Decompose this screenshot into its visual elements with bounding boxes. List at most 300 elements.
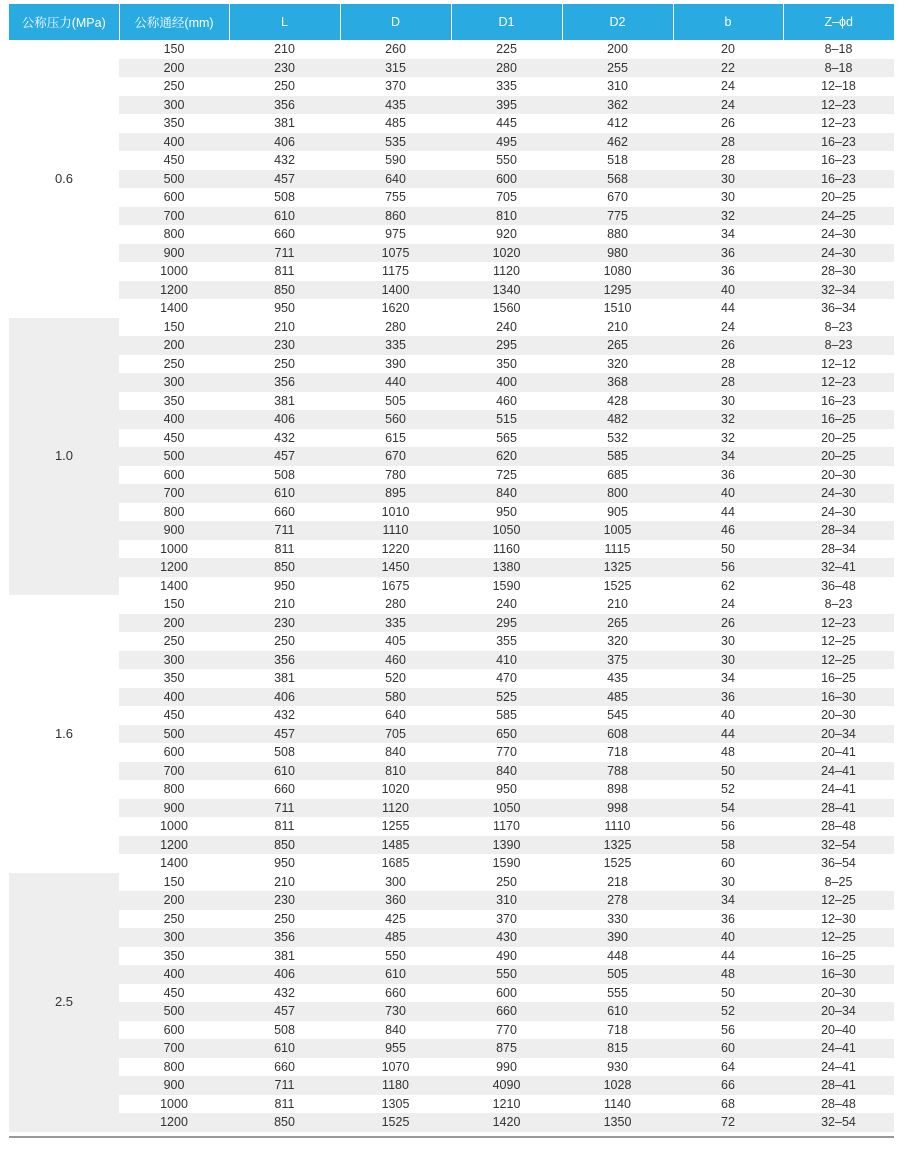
cell-D2: 265 bbox=[562, 336, 673, 355]
cell-D2: 375 bbox=[562, 651, 673, 670]
cell-D2: 880 bbox=[562, 225, 673, 244]
cell-z-phi-d: 20–25 bbox=[783, 429, 894, 448]
cell-dn: 900 bbox=[119, 521, 229, 540]
cell-L: 210 bbox=[229, 873, 340, 892]
cell-D: 1685 bbox=[340, 854, 451, 873]
table-row bbox=[9, 799, 894, 818]
table-row bbox=[9, 281, 894, 300]
cell-b: 64 bbox=[673, 1058, 783, 1077]
cell-D: 1075 bbox=[340, 244, 451, 263]
cell-D: 560 bbox=[340, 410, 451, 429]
cell-D1: 295 bbox=[451, 614, 562, 633]
cell-D2: 788 bbox=[562, 762, 673, 781]
cell-dn: 900 bbox=[119, 799, 229, 818]
cell-dn: 1200 bbox=[119, 836, 229, 855]
cell-b: 52 bbox=[673, 1002, 783, 1021]
cell-b: 72 bbox=[673, 1113, 783, 1132]
table-row bbox=[9, 965, 894, 984]
table-row bbox=[9, 577, 894, 596]
cell-z-phi-d: 16–25 bbox=[783, 669, 894, 688]
cell-dn: 200 bbox=[119, 59, 229, 78]
cell-b: 44 bbox=[673, 299, 783, 318]
cell-z-phi-d: 8–23 bbox=[783, 336, 894, 355]
table-row bbox=[9, 706, 894, 725]
header-pressure: 公称压力(MPa) bbox=[9, 4, 119, 40]
cell-L: 250 bbox=[229, 355, 340, 374]
cell-dn: 250 bbox=[119, 77, 229, 96]
pressure-cell: 2.5 bbox=[9, 873, 119, 1132]
cell-dn: 500 bbox=[119, 1002, 229, 1021]
cell-dn: 500 bbox=[119, 170, 229, 189]
cell-dn: 900 bbox=[119, 1076, 229, 1095]
cell-L: 508 bbox=[229, 743, 340, 762]
cell-D: 440 bbox=[340, 373, 451, 392]
cell-D2: 1110 bbox=[562, 817, 673, 836]
table-header bbox=[9, 4, 894, 40]
cell-dn: 400 bbox=[119, 133, 229, 152]
header-b: b bbox=[673, 4, 783, 40]
cell-L: 356 bbox=[229, 928, 340, 947]
cell-D1: 920 bbox=[451, 225, 562, 244]
table-row bbox=[9, 725, 894, 744]
cell-D2: 1295 bbox=[562, 281, 673, 300]
cell-D1: 1020 bbox=[451, 244, 562, 263]
cell-D: 640 bbox=[340, 706, 451, 725]
cell-z-phi-d: 12–23 bbox=[783, 373, 894, 392]
pressure-cell: 1.0 bbox=[9, 318, 119, 596]
cell-D: 260 bbox=[340, 40, 451, 59]
cell-b: 30 bbox=[673, 651, 783, 670]
table-row bbox=[9, 114, 894, 133]
cell-D: 810 bbox=[340, 762, 451, 781]
cell-z-phi-d: 16–30 bbox=[783, 965, 894, 984]
cell-D1: 470 bbox=[451, 669, 562, 688]
cell-b: 24 bbox=[673, 595, 783, 614]
cell-b: 36 bbox=[673, 244, 783, 263]
cell-dn: 600 bbox=[119, 466, 229, 485]
cell-D2: 905 bbox=[562, 503, 673, 522]
cell-D1: 550 bbox=[451, 965, 562, 984]
cell-L: 660 bbox=[229, 503, 340, 522]
cell-D1: 660 bbox=[451, 1002, 562, 1021]
table-row bbox=[9, 1002, 894, 1021]
cell-D: 425 bbox=[340, 910, 451, 929]
cell-b: 36 bbox=[673, 910, 783, 929]
cell-z-phi-d: 12–12 bbox=[783, 355, 894, 374]
table-row bbox=[9, 780, 894, 799]
cell-D: 315 bbox=[340, 59, 451, 78]
cell-D1: 280 bbox=[451, 59, 562, 78]
cell-L: 457 bbox=[229, 170, 340, 189]
cell-D2: 518 bbox=[562, 151, 673, 170]
cell-L: 811 bbox=[229, 817, 340, 836]
cell-dn: 800 bbox=[119, 1058, 229, 1077]
cell-z-phi-d: 24–41 bbox=[783, 1058, 894, 1077]
cell-L: 811 bbox=[229, 262, 340, 281]
cell-z-phi-d: 20–25 bbox=[783, 447, 894, 466]
cell-D1: 585 bbox=[451, 706, 562, 725]
cell-b: 34 bbox=[673, 891, 783, 910]
cell-dn: 150 bbox=[119, 595, 229, 614]
cell-dn: 700 bbox=[119, 762, 229, 781]
cell-dn: 300 bbox=[119, 928, 229, 947]
cell-D: 860 bbox=[340, 207, 451, 226]
cell-dn: 200 bbox=[119, 891, 229, 910]
cell-D1: 1590 bbox=[451, 577, 562, 596]
cell-b: 56 bbox=[673, 1021, 783, 1040]
cell-dn: 400 bbox=[119, 410, 229, 429]
cell-L: 950 bbox=[229, 577, 340, 596]
cell-dn: 450 bbox=[119, 429, 229, 448]
table-row bbox=[9, 651, 894, 670]
cell-D: 1675 bbox=[340, 577, 451, 596]
cell-D2: 310 bbox=[562, 77, 673, 96]
cell-L: 406 bbox=[229, 965, 340, 984]
cell-D1: 310 bbox=[451, 891, 562, 910]
cell-D2: 1080 bbox=[562, 262, 673, 281]
cell-D2: 1525 bbox=[562, 577, 673, 596]
cell-dn: 700 bbox=[119, 484, 229, 503]
table-row bbox=[9, 262, 894, 281]
cell-D2: 255 bbox=[562, 59, 673, 78]
cell-D: 390 bbox=[340, 355, 451, 374]
cell-D: 300 bbox=[340, 873, 451, 892]
cell-D: 370 bbox=[340, 77, 451, 96]
cell-b: 44 bbox=[673, 725, 783, 744]
cell-D2: 482 bbox=[562, 410, 673, 429]
cell-D2: 670 bbox=[562, 188, 673, 207]
cell-L: 356 bbox=[229, 96, 340, 115]
table-row bbox=[9, 299, 894, 318]
cell-dn: 1200 bbox=[119, 558, 229, 577]
cell-D1: 770 bbox=[451, 1021, 562, 1040]
cell-D2: 608 bbox=[562, 725, 673, 744]
cell-dn: 150 bbox=[119, 873, 229, 892]
cell-b: 36 bbox=[673, 466, 783, 485]
table-body bbox=[9, 40, 894, 1132]
cell-dn: 350 bbox=[119, 669, 229, 688]
cell-D2: 200 bbox=[562, 40, 673, 59]
cell-D: 405 bbox=[340, 632, 451, 651]
cell-D1: 620 bbox=[451, 447, 562, 466]
cell-L: 457 bbox=[229, 725, 340, 744]
cell-b: 44 bbox=[673, 947, 783, 966]
cell-b: 46 bbox=[673, 521, 783, 540]
cell-L: 950 bbox=[229, 299, 340, 318]
cell-z-phi-d: 12–25 bbox=[783, 632, 894, 651]
cell-b: 28 bbox=[673, 373, 783, 392]
cell-b: 48 bbox=[673, 965, 783, 984]
cell-D: 1070 bbox=[340, 1058, 451, 1077]
cell-dn: 350 bbox=[119, 392, 229, 411]
cell-z-phi-d: 32–34 bbox=[783, 281, 894, 300]
cell-b: 68 bbox=[673, 1095, 783, 1114]
header-D2: D2 bbox=[562, 4, 673, 40]
cell-D2: 412 bbox=[562, 114, 673, 133]
cell-z-phi-d: 12–23 bbox=[783, 96, 894, 115]
cell-D1: 1590 bbox=[451, 854, 562, 873]
cell-z-phi-d: 16–25 bbox=[783, 947, 894, 966]
cell-D1: 950 bbox=[451, 780, 562, 799]
table-row bbox=[9, 1039, 894, 1058]
table-row bbox=[9, 891, 894, 910]
cell-D: 975 bbox=[340, 225, 451, 244]
cell-D: 520 bbox=[340, 669, 451, 688]
cell-z-phi-d: 36–34 bbox=[783, 299, 894, 318]
cell-D2: 1028 bbox=[562, 1076, 673, 1095]
cell-b: 30 bbox=[673, 188, 783, 207]
cell-D2: 980 bbox=[562, 244, 673, 263]
cell-D2: 1525 bbox=[562, 854, 673, 873]
cell-z-phi-d: 24–41 bbox=[783, 780, 894, 799]
cell-b: 52 bbox=[673, 780, 783, 799]
cell-b: 66 bbox=[673, 1076, 783, 1095]
cell-z-phi-d: 28–48 bbox=[783, 1095, 894, 1114]
cell-D1: 810 bbox=[451, 207, 562, 226]
table-row bbox=[9, 817, 894, 836]
cell-D1: 840 bbox=[451, 484, 562, 503]
cell-D: 280 bbox=[340, 318, 451, 337]
cell-D1: 1160 bbox=[451, 540, 562, 559]
cell-z-phi-d: 12–25 bbox=[783, 928, 894, 947]
cell-D2: 330 bbox=[562, 910, 673, 929]
table-row bbox=[9, 540, 894, 559]
cell-D1: 240 bbox=[451, 595, 562, 614]
cell-D1: 240 bbox=[451, 318, 562, 337]
table-row bbox=[9, 151, 894, 170]
cell-D: 1620 bbox=[340, 299, 451, 318]
cell-z-phi-d: 8–18 bbox=[783, 40, 894, 59]
table-row bbox=[9, 910, 894, 929]
cell-b: 30 bbox=[673, 873, 783, 892]
cell-L: 230 bbox=[229, 891, 340, 910]
cell-dn: 150 bbox=[119, 40, 229, 59]
cell-D1: 650 bbox=[451, 725, 562, 744]
table-row bbox=[9, 429, 894, 448]
cell-b: 30 bbox=[673, 392, 783, 411]
table-row bbox=[9, 873, 894, 892]
cell-D1: 875 bbox=[451, 1039, 562, 1058]
table-row bbox=[9, 207, 894, 226]
cell-L: 230 bbox=[229, 336, 340, 355]
table-row bbox=[9, 595, 894, 614]
cell-D: 705 bbox=[340, 725, 451, 744]
cell-D2: 610 bbox=[562, 1002, 673, 1021]
cell-b: 20 bbox=[673, 40, 783, 59]
table-row bbox=[9, 170, 894, 189]
cell-b: 40 bbox=[673, 281, 783, 300]
cell-L: 210 bbox=[229, 595, 340, 614]
cell-D2: 368 bbox=[562, 373, 673, 392]
cell-L: 610 bbox=[229, 207, 340, 226]
cell-D2: 898 bbox=[562, 780, 673, 799]
table-row bbox=[9, 743, 894, 762]
cell-dn: 350 bbox=[119, 114, 229, 133]
cell-z-phi-d: 12–25 bbox=[783, 651, 894, 670]
cell-D1: 600 bbox=[451, 170, 562, 189]
cell-D: 660 bbox=[340, 984, 451, 1003]
cell-L: 610 bbox=[229, 484, 340, 503]
cell-D1: 350 bbox=[451, 355, 562, 374]
cell-b: 56 bbox=[673, 817, 783, 836]
cell-L: 811 bbox=[229, 540, 340, 559]
table-row bbox=[9, 336, 894, 355]
cell-D1: 1120 bbox=[451, 262, 562, 281]
cell-z-phi-d: 36–54 bbox=[783, 854, 894, 873]
cell-dn: 250 bbox=[119, 910, 229, 929]
cell-D2: 555 bbox=[562, 984, 673, 1003]
cell-D1: 490 bbox=[451, 947, 562, 966]
cell-D2: 448 bbox=[562, 947, 673, 966]
table-row bbox=[9, 1113, 894, 1132]
table-row bbox=[9, 854, 894, 873]
cell-L: 406 bbox=[229, 688, 340, 707]
cell-D1: 250 bbox=[451, 873, 562, 892]
cell-dn: 400 bbox=[119, 688, 229, 707]
cell-dn: 1400 bbox=[119, 854, 229, 873]
cell-D: 485 bbox=[340, 928, 451, 947]
table-row bbox=[9, 373, 894, 392]
cell-L: 660 bbox=[229, 780, 340, 799]
cell-D2: 265 bbox=[562, 614, 673, 633]
cell-dn: 800 bbox=[119, 503, 229, 522]
cell-z-phi-d: 36–48 bbox=[783, 577, 894, 596]
cell-D2: 1325 bbox=[562, 836, 673, 855]
cell-D1: 840 bbox=[451, 762, 562, 781]
cell-b: 30 bbox=[673, 170, 783, 189]
table-row bbox=[9, 59, 894, 78]
cell-D1: 1420 bbox=[451, 1113, 562, 1132]
table-row bbox=[9, 1021, 894, 1040]
cell-D2: 485 bbox=[562, 688, 673, 707]
cell-D1: 395 bbox=[451, 96, 562, 115]
cell-b: 24 bbox=[673, 318, 783, 337]
cell-b: 26 bbox=[673, 114, 783, 133]
cell-D2: 278 bbox=[562, 891, 673, 910]
table-row bbox=[9, 1076, 894, 1095]
cell-z-phi-d: 12–18 bbox=[783, 77, 894, 96]
cell-dn: 450 bbox=[119, 151, 229, 170]
cell-D2: 1325 bbox=[562, 558, 673, 577]
cell-D2: 362 bbox=[562, 96, 673, 115]
cell-b: 54 bbox=[673, 799, 783, 818]
cell-b: 60 bbox=[673, 1039, 783, 1058]
table-row bbox=[9, 1095, 894, 1114]
cell-z-phi-d: 24–41 bbox=[783, 1039, 894, 1058]
cell-b: 58 bbox=[673, 836, 783, 855]
table-row bbox=[9, 836, 894, 855]
cell-z-phi-d: 20–34 bbox=[783, 725, 894, 744]
cell-L: 432 bbox=[229, 429, 340, 448]
header-L: L bbox=[229, 4, 340, 40]
cell-dn: 300 bbox=[119, 651, 229, 670]
cell-D: 335 bbox=[340, 614, 451, 633]
cell-D1: 1390 bbox=[451, 836, 562, 855]
cell-D2: 532 bbox=[562, 429, 673, 448]
cell-L: 811 bbox=[229, 1095, 340, 1114]
cell-b: 36 bbox=[673, 688, 783, 707]
cell-b: 36 bbox=[673, 262, 783, 281]
cell-dn: 900 bbox=[119, 244, 229, 263]
cell-b: 28 bbox=[673, 355, 783, 374]
table-row bbox=[9, 225, 894, 244]
cell-D2: 1140 bbox=[562, 1095, 673, 1114]
cell-D: 1525 bbox=[340, 1113, 451, 1132]
cell-dn: 800 bbox=[119, 780, 229, 799]
table-row bbox=[9, 632, 894, 651]
cell-L: 711 bbox=[229, 799, 340, 818]
cell-dn: 450 bbox=[119, 706, 229, 725]
cell-D2: 1115 bbox=[562, 540, 673, 559]
table-row bbox=[9, 392, 894, 411]
table-row bbox=[9, 188, 894, 207]
cell-L: 508 bbox=[229, 188, 340, 207]
pressure-cell: 1.6 bbox=[9, 595, 119, 873]
table-row bbox=[9, 77, 894, 96]
header-nominal-diameter: 公称通经(mm) bbox=[119, 4, 229, 40]
cell-D2: 930 bbox=[562, 1058, 673, 1077]
cell-D: 1010 bbox=[340, 503, 451, 522]
cell-z-phi-d: 8–23 bbox=[783, 595, 894, 614]
cell-b: 24 bbox=[673, 77, 783, 96]
header-row bbox=[9, 4, 894, 40]
cell-dn: 500 bbox=[119, 725, 229, 744]
cell-D: 1180 bbox=[340, 1076, 451, 1095]
table-row bbox=[9, 669, 894, 688]
cell-dn: 1000 bbox=[119, 540, 229, 559]
cell-D1: 335 bbox=[451, 77, 562, 96]
cell-D1: 355 bbox=[451, 632, 562, 651]
cell-b: 50 bbox=[673, 540, 783, 559]
cell-D: 1120 bbox=[340, 799, 451, 818]
cell-b: 22 bbox=[673, 59, 783, 78]
cell-z-phi-d: 20–30 bbox=[783, 706, 894, 725]
cell-b: 62 bbox=[673, 577, 783, 596]
cell-L: 406 bbox=[229, 410, 340, 429]
cell-D: 730 bbox=[340, 1002, 451, 1021]
cell-b: 34 bbox=[673, 669, 783, 688]
cell-dn: 700 bbox=[119, 1039, 229, 1058]
cell-z-phi-d: 16–23 bbox=[783, 392, 894, 411]
cell-L: 850 bbox=[229, 558, 340, 577]
cell-L: 210 bbox=[229, 40, 340, 59]
cell-L: 508 bbox=[229, 1021, 340, 1040]
cell-D2: 1005 bbox=[562, 521, 673, 540]
cell-b: 32 bbox=[673, 429, 783, 448]
cell-dn: 1000 bbox=[119, 817, 229, 836]
cell-b: 28 bbox=[673, 151, 783, 170]
cell-z-phi-d: 12–23 bbox=[783, 114, 894, 133]
cell-L: 432 bbox=[229, 984, 340, 1003]
table-row bbox=[9, 614, 894, 633]
cell-z-phi-d: 16–25 bbox=[783, 410, 894, 429]
table-row bbox=[9, 688, 894, 707]
cell-L: 660 bbox=[229, 1058, 340, 1077]
cell-D: 1305 bbox=[340, 1095, 451, 1114]
cell-D1: 550 bbox=[451, 151, 562, 170]
cell-D2: 568 bbox=[562, 170, 673, 189]
cell-z-phi-d: 28–41 bbox=[783, 1076, 894, 1095]
table-row bbox=[9, 410, 894, 429]
cell-L: 381 bbox=[229, 392, 340, 411]
cell-dn: 250 bbox=[119, 355, 229, 374]
cell-L: 381 bbox=[229, 947, 340, 966]
cell-D1: 1050 bbox=[451, 799, 562, 818]
cell-D1: 225 bbox=[451, 40, 562, 59]
cell-b: 26 bbox=[673, 614, 783, 633]
cell-z-phi-d: 12–30 bbox=[783, 910, 894, 929]
cell-L: 406 bbox=[229, 133, 340, 152]
